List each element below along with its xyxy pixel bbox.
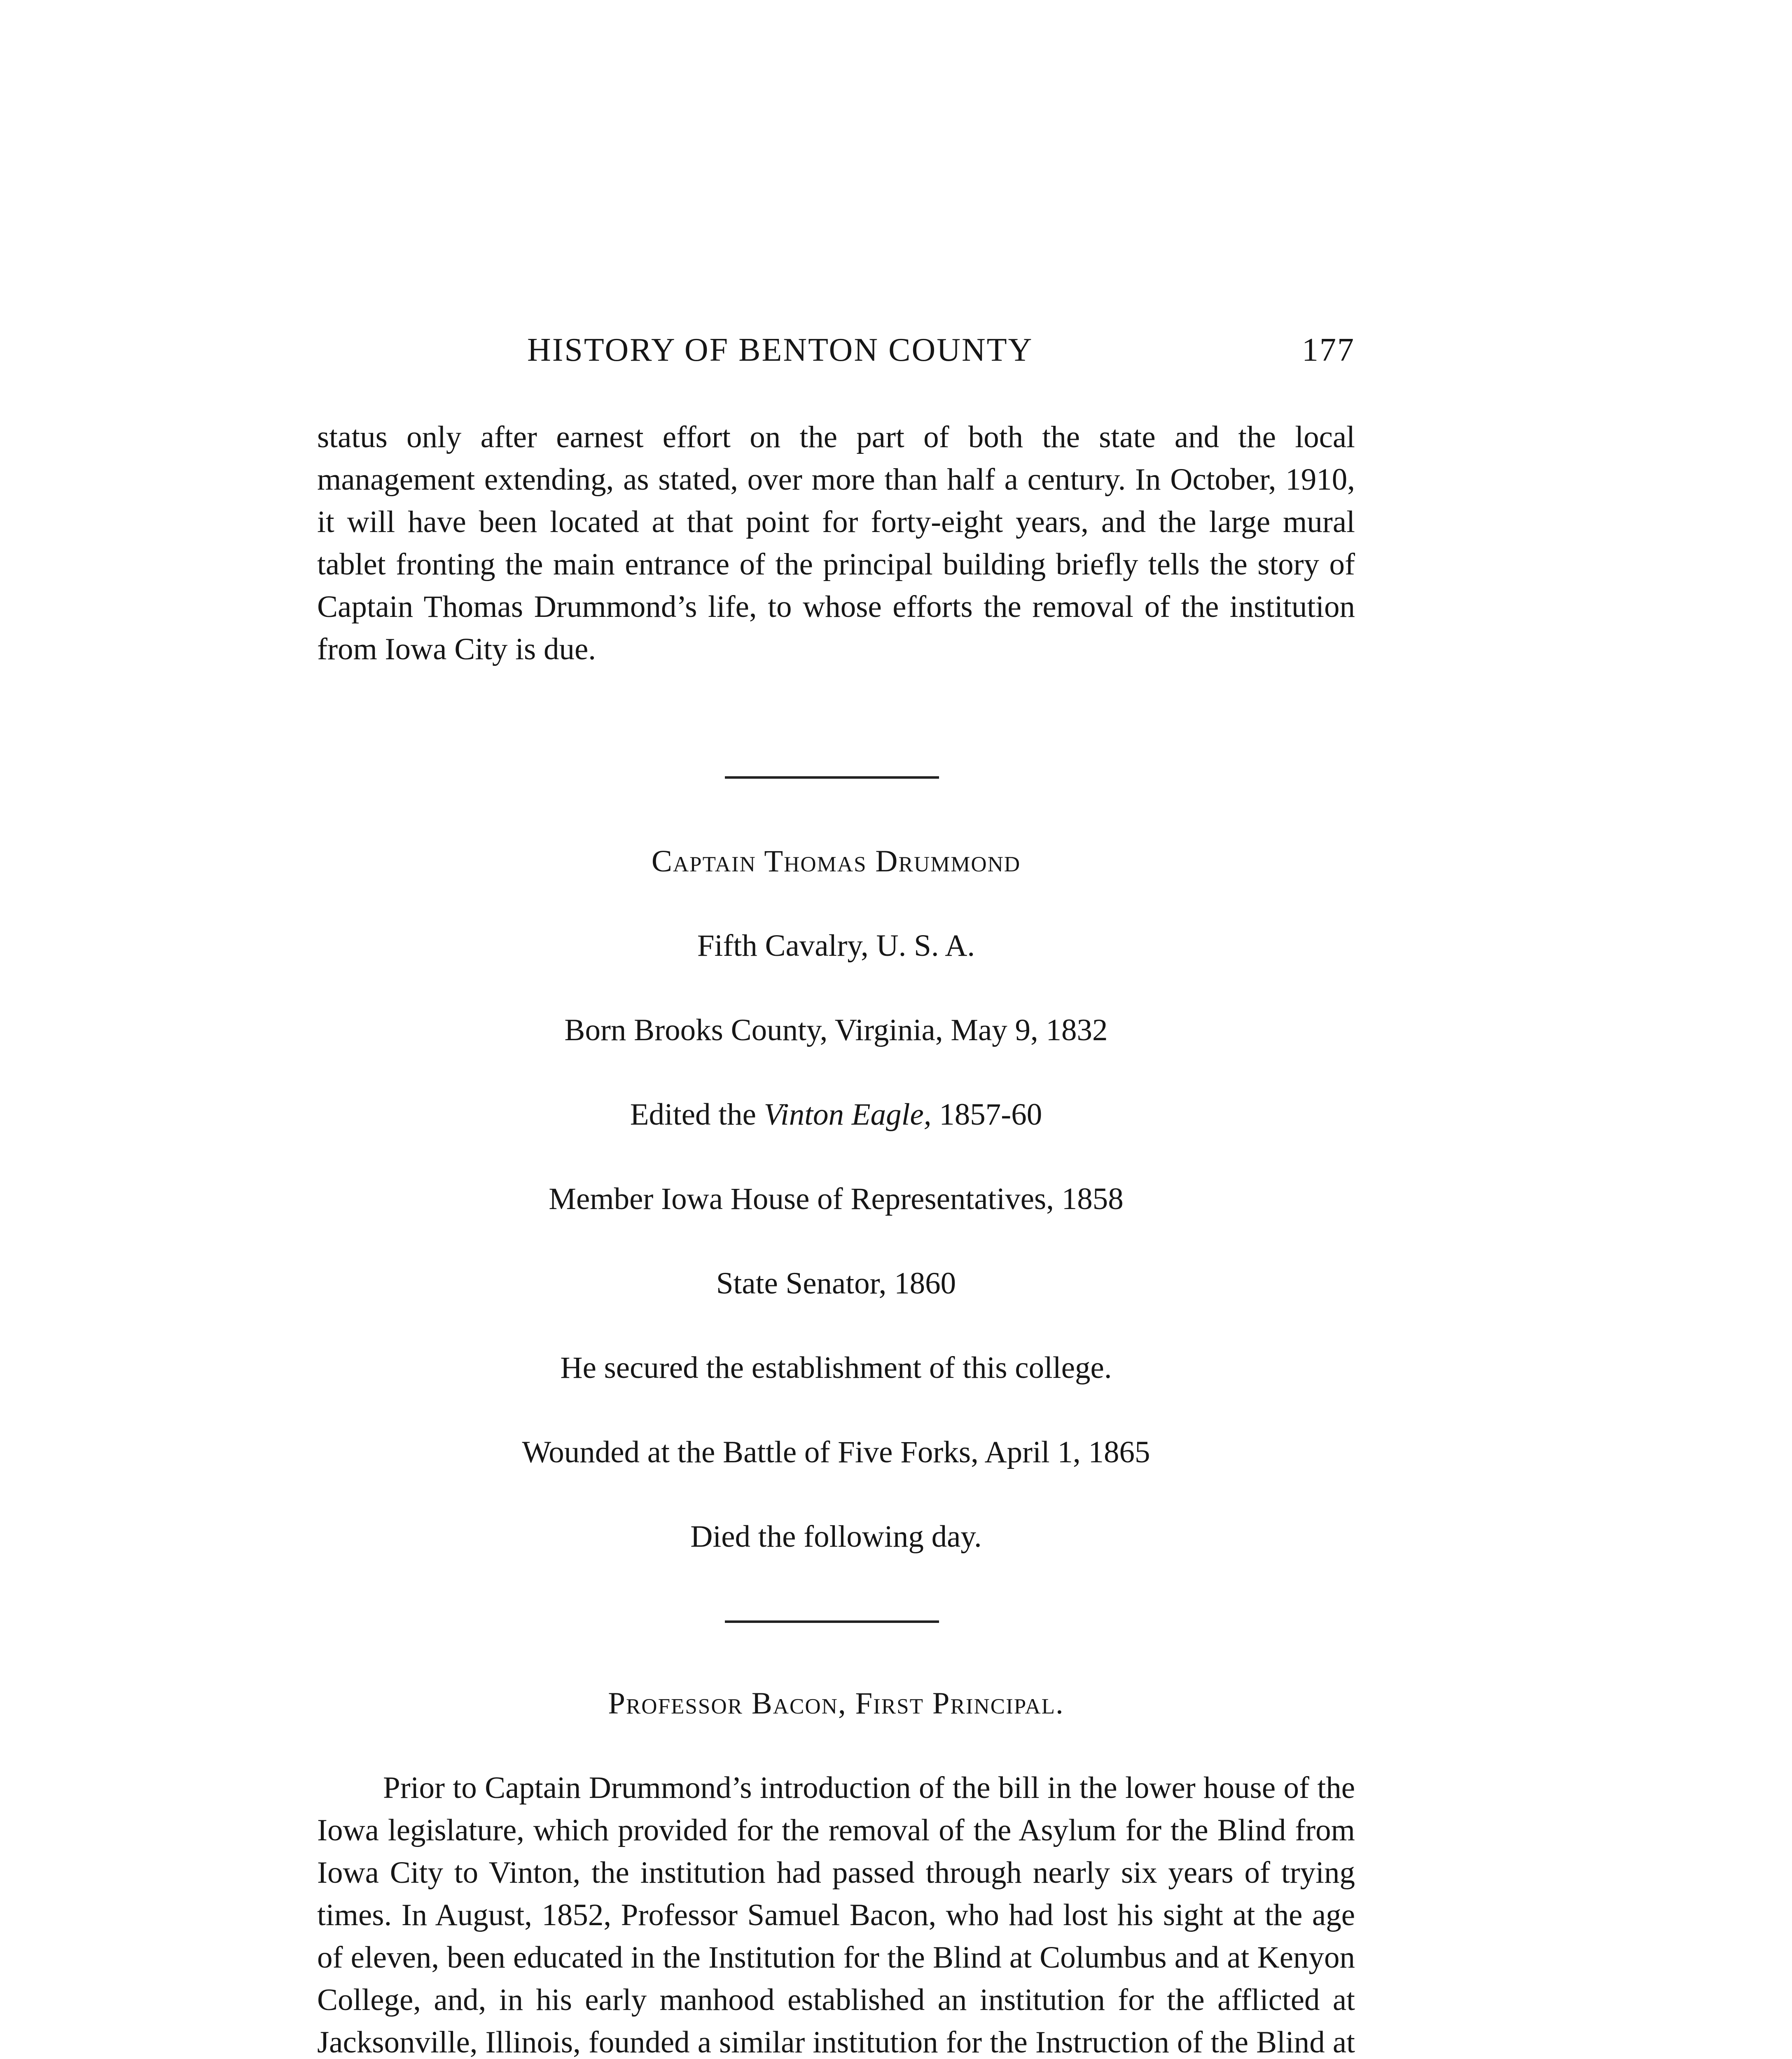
tablet-line-edited	[317, 1093, 1355, 1136]
body-paragraph-2: Prior to Captain Drummond’s introduction of the bill in the lower house of the Iowa legislature, which provided for the removal of the Asylum for the Blind from Iowa City to Vinton, the institution had passed through nearly six years of trying times. In August, 1852, Professor Samuel Bacon, who had lost his sight at the age of eleven, been educated in the Institution for the Blind at Columbus and at Kenyon College, and, in his early manhood established an institution for the afflicted at Jacksonville, Illinois, founded a similar institution for the Instruction of the Blind at	[317, 1771, 1355, 2059]
body-paragraph-1: status only after earnest effort on the part of both the state and the local management extending, as stated, over more than half a century. In October, 1910, it will have been located at that point for forty-eight years, and the large mural tablet fronting the main entrance of the principal building briefly tells the story of Captain Thomas Drummond’s life, to whose efforts the removal of the institution from Iowa City is due.	[317, 420, 1355, 666]
section-divider-2	[725, 1620, 939, 1623]
section-divider-1	[725, 776, 939, 779]
tablet-edited-suffix: 1857-60	[931, 1097, 1042, 1132]
section-heading: Professor Bacon, First Principal.	[608, 1686, 1064, 1721]
tablet-line-regiment: Fifth Cavalry, U. S. A.	[697, 929, 975, 963]
tablet-title: Captain Thomas Drummond	[651, 844, 1021, 878]
tablet-line-born: Born Brooks County, Virginia, May 9, 1832	[564, 1013, 1108, 1047]
tablet-line-senator: State Senator, 1860	[716, 1266, 956, 1300]
tablet-edited-prefix: Edited the	[630, 1097, 764, 1132]
running-head: HISTORY OF BENTON COUNTY	[527, 332, 1033, 368]
tablet-line-wounded: Wounded at the Battle of Five Forks, April 1, 1865	[522, 1435, 1150, 1469]
page-number: 177	[1302, 332, 1355, 368]
tablet-line-secured: He secured the establishment of this college.	[560, 1351, 1112, 1385]
tablet-line-died: Died the following day.	[690, 1520, 982, 1554]
page-header	[317, 331, 1355, 377]
tablet-line-member: Member Iowa House of Representatives, 1858	[549, 1182, 1124, 1216]
tablet-edited-paper: Vinton Eagle,	[764, 1097, 932, 1132]
